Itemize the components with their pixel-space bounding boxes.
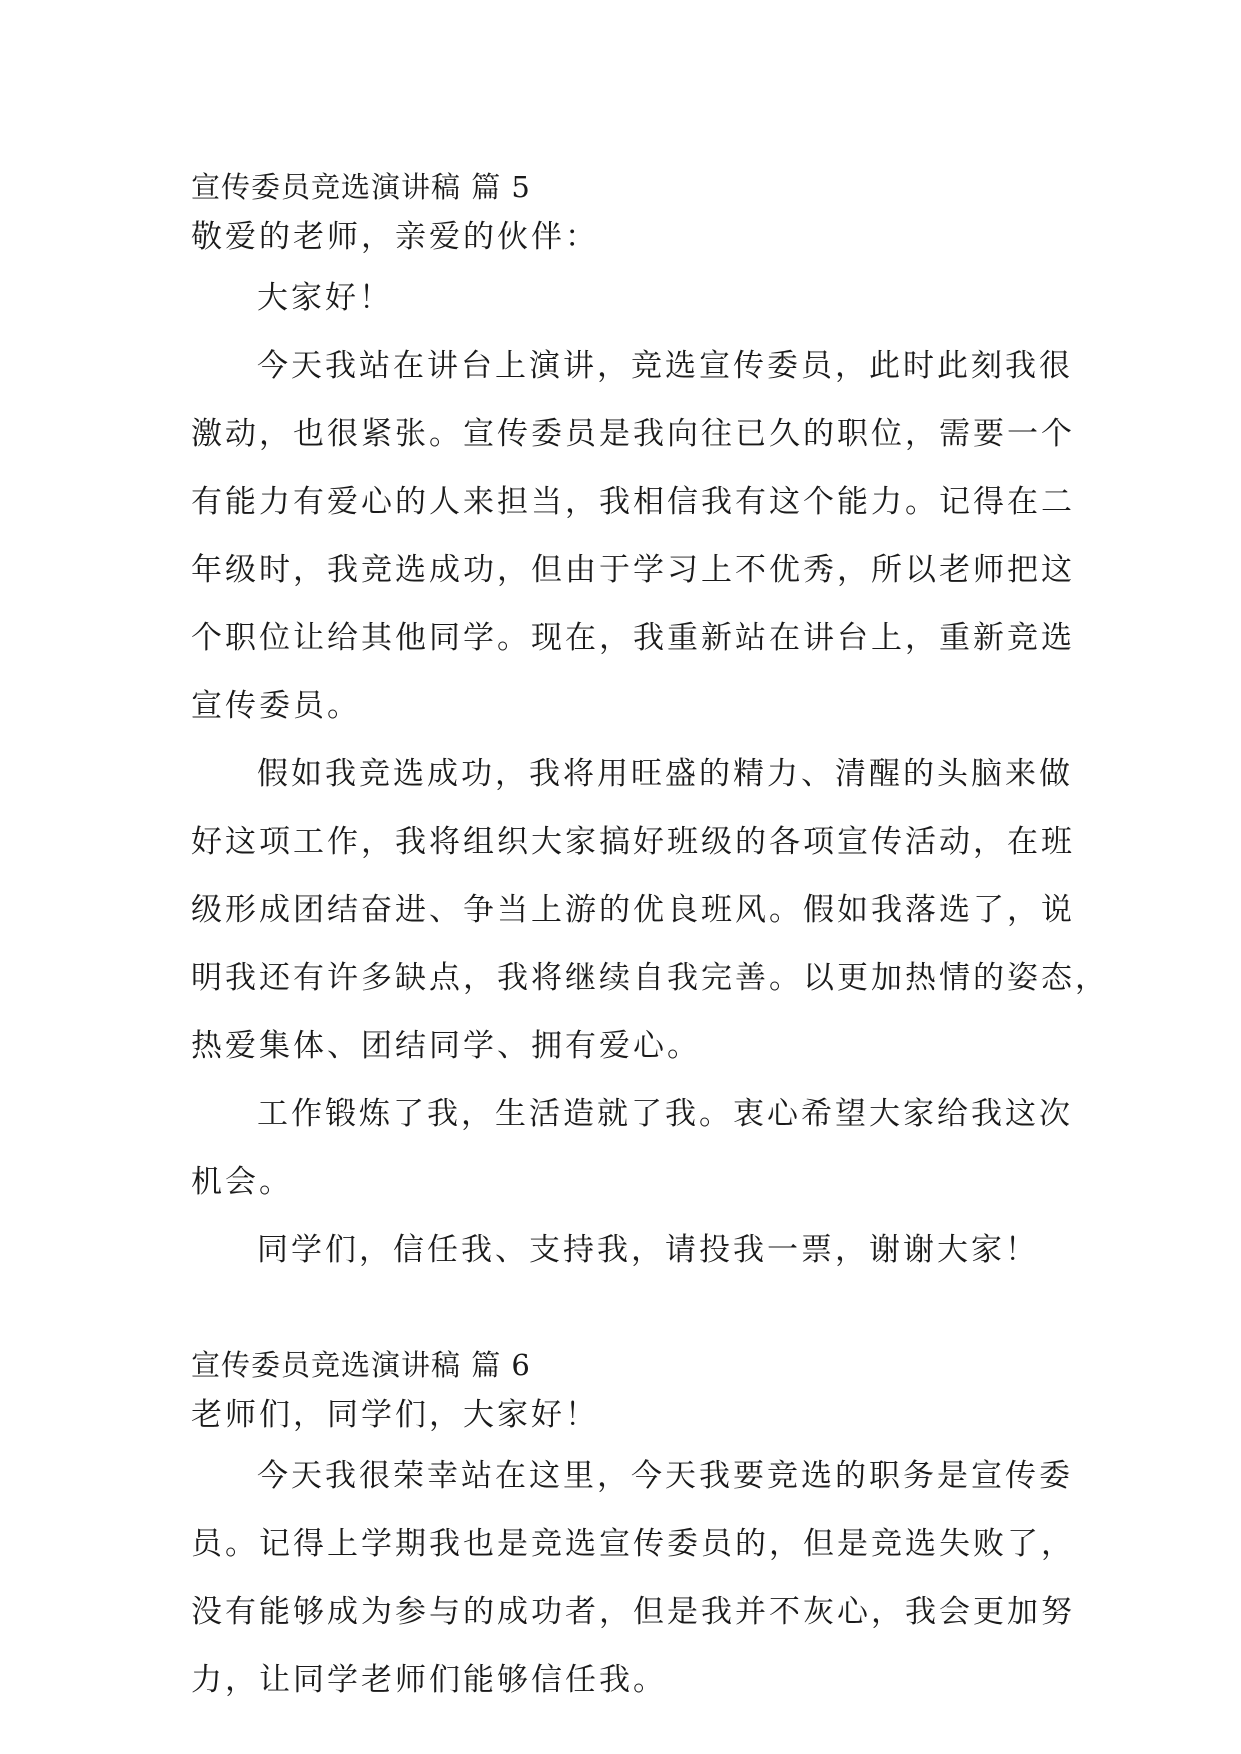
paragraph-line: 有能力有爱心的人来担当，我相信我有这个能力。记得在二 bbox=[191, 484, 1075, 520]
paragraph bbox=[191, 332, 1075, 740]
paragraph-line: 没有能够成为参与的成功者，但是我并不灰心，我会更加努 bbox=[191, 1594, 1075, 1630]
paragraph-line: 员。记得上学期我也是竞选宣传委员的，但是竞选失败了， bbox=[191, 1526, 1075, 1562]
paragraph bbox=[191, 1442, 1075, 1714]
paragraph bbox=[191, 740, 1109, 1080]
paragraph-line: 假如我竞选成功，我将用旺盛的精力、清醒的头脑来做 bbox=[257, 756, 1073, 792]
paragraph bbox=[191, 1216, 1061, 1284]
paragraph-line: 今天我很荣幸站在这里，今天我要竞选的职务是宣传委 bbox=[257, 1458, 1073, 1494]
paragraph-line: 激动，也很紧张。宣传委员是我向往已久的职位，需要一个 bbox=[191, 416, 1075, 452]
paragraph-line: 工作锻炼了我，生活造就了我。衷心希望大家给我这次 bbox=[257, 1096, 1073, 1132]
section-5 bbox=[191, 162, 1109, 1284]
paragraph-line: 力，让同学老师们能够信任我。 bbox=[191, 1662, 667, 1698]
salutation: 敬爱的老师，亲爱的伙伴： bbox=[191, 219, 599, 255]
paragraph-line: 年级时，我竞选成功，但由于学习上不优秀，所以老师把这 bbox=[191, 552, 1075, 588]
paragraph-line: 级形成团结奋进、争当上游的优良班风。假如我落选了，说 bbox=[191, 892, 1075, 928]
paragraph-line: 热爱集体、团结同学、拥有爱心。 bbox=[191, 1028, 701, 1064]
paragraph-line: 大家好！ bbox=[257, 280, 393, 316]
section-heading: 宣传委员竞选演讲稿 篇 6 bbox=[191, 1348, 531, 1382]
paragraph-line: 明我还有许多缺点，我将继续自我完善。以更加热情的姿态， bbox=[191, 960, 1109, 996]
paragraph-line: 个职位让给其他同学。现在，我重新站在讲台上，重新竞选 bbox=[191, 620, 1075, 656]
paragraph bbox=[191, 1080, 1073, 1216]
paragraph-line: 好这项工作，我将组织大家搞好班级的各项宣传活动，在班 bbox=[191, 824, 1075, 860]
salutation: 老师们，同学们，大家好！ bbox=[191, 1397, 599, 1433]
paragraph-line: 今天我站在讲台上演讲，竞选宣传委员，此时此刻我很 bbox=[257, 348, 1073, 384]
paragraph-line: 宣传委员。 bbox=[191, 688, 361, 724]
paragraph bbox=[191, 264, 1061, 332]
section-spacer bbox=[191, 1284, 1061, 1340]
section-heading: 宣传委员竞选演讲稿 篇 5 bbox=[191, 170, 531, 204]
document-body bbox=[191, 162, 1109, 1714]
section-6 bbox=[191, 1340, 1075, 1714]
paragraph-line: 机会。 bbox=[191, 1164, 293, 1200]
paragraph-line: 同学们，信任我、支持我，请投我一票，谢谢大家！ bbox=[257, 1232, 1039, 1268]
